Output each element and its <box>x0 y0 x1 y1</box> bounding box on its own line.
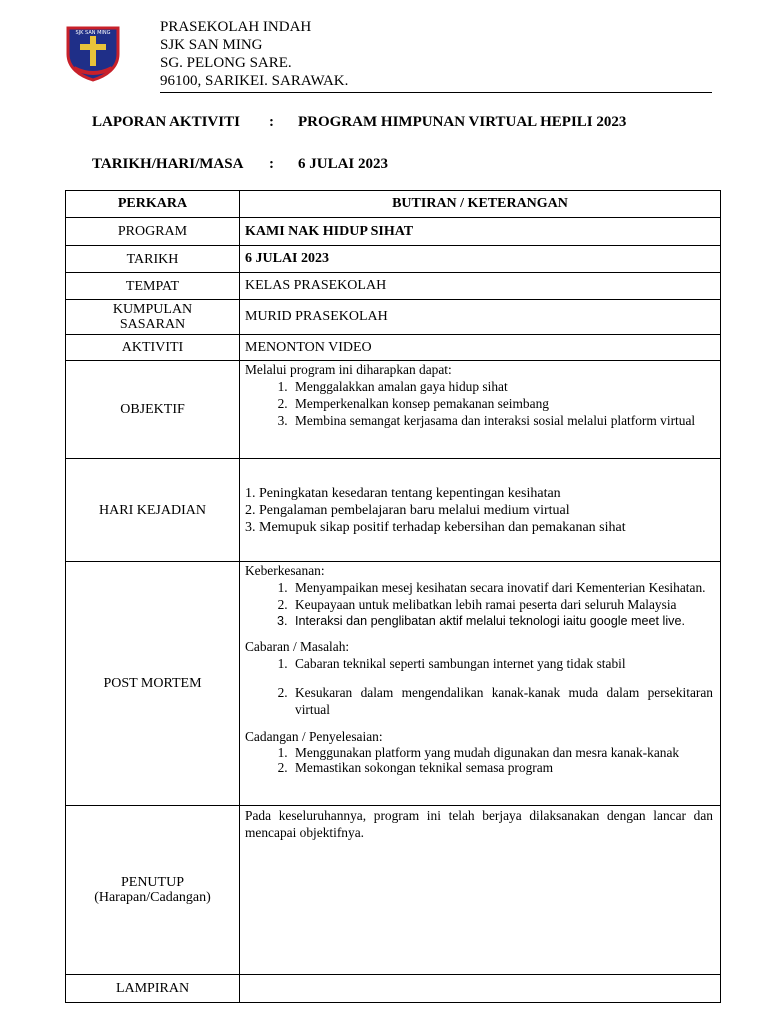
cabaran-item: 1. Cabaran teknikal seperti sambungan internet yang tidak stabil <box>291 655 713 672</box>
kumpulan-label-line-2: SASARAN <box>119 317 186 332</box>
aktiviti-value: MENONTON VIDEO <box>240 335 721 361</box>
school-line-3: SG. PELONG SARE. <box>160 55 292 71</box>
keberkesanan-item: 1. Menyampaikan mesej kesihatan secara inovatif dari Kementerian Kesihatan. <box>291 579 713 596</box>
row-kumpulan <box>66 300 721 335</box>
cadangan-item: 1. Menggunakan platform yang mudah digunakan dan mesra kanak-kanak <box>291 745 713 760</box>
lampiran-value <box>240 975 721 1003</box>
penutup-label-line-1: PENUTUP <box>120 875 184 890</box>
header-divider <box>160 92 712 93</box>
penutup-label <box>66 806 240 975</box>
penutup-label-line-2: (Harapan/Cadangan) <box>94 890 211 905</box>
program-value: KAMI NAK HIDUP SIHAT <box>240 218 721 246</box>
kumpulan-value: MURID PRASEKOLAH <box>240 300 721 335</box>
row-lampiran <box>66 975 721 1003</box>
school-address <box>160 18 348 90</box>
letterhead <box>0 0 768 100</box>
cabaran-title: Cabaran / Masalah: <box>245 639 350 654</box>
row-penutup <box>66 806 721 975</box>
aktiviti-label: AKTIVITI <box>66 335 240 361</box>
objektif-item: 2. Memperkenalkan konsep pemakanan seimbang <box>291 395 713 412</box>
keberkesanan-item: 3. Interaksi dan penglibatan aktif melalui teknologi iaitu google meet live. <box>291 613 713 630</box>
cadangan-item: 2. Memastikan sokongan teknikal semasa program <box>291 760 713 775</box>
report-title-colon: : <box>269 114 274 130</box>
kumpulan-label-line-1: KUMPULAN <box>112 302 193 317</box>
cabaran-list <box>245 655 713 718</box>
school-line-1: PRASEKOLAH INDAH <box>160 19 312 35</box>
hari-kejadian-item: 2. Pengalaman pembelajaran baru melalui medium virtual <box>245 502 570 518</box>
tempat-value: KELAS PRASEKOLAH <box>240 273 721 300</box>
objektif-value <box>240 361 721 459</box>
row-aktiviti <box>66 335 721 361</box>
tempat-label: TEMPAT <box>66 273 240 300</box>
objektif-item: 3. Membina semangat kerjasama dan interaksi sosial melalui platform virtual <box>291 412 713 429</box>
school-line-2: SJK SAN MING <box>160 37 263 53</box>
post-mortem-label: POST MORTEM <box>66 562 240 806</box>
row-program <box>66 218 721 246</box>
row-tempat <box>66 273 721 300</box>
report-title-key: LAPORAN AKTIVITI <box>92 114 240 130</box>
cadangan-list <box>245 745 713 775</box>
header-butiran: BUTIRAN / KETERANGAN <box>240 191 721 218</box>
tarikh-value: 6 JULAI 2023 <box>240 246 721 273</box>
lampiran-label: LAMPIRAN <box>66 975 240 1003</box>
row-objektif <box>66 361 721 459</box>
cabaran-item: 2. Kesukaran dalam mengendalikan kanak-kanak muda dalam persekitaran virtual <box>291 684 713 718</box>
objektif-item: 1. Menggalakkan amalan gaya hidup sihat <box>291 378 713 395</box>
objektif-list <box>245 378 713 429</box>
report-table <box>65 190 721 1003</box>
school-crest-logo <box>64 24 122 82</box>
penutup-value: Pada keseluruhannya, program ini telah berjaya dilaksanakan dengan lancar dan mencapai objektifnya. <box>240 806 721 975</box>
header-perkara: PERKARA <box>66 191 240 218</box>
report-date-colon: : <box>269 156 274 172</box>
objektif-label: OBJEKTIF <box>66 361 240 459</box>
hari-kejadian-item: 3. Memupuk sikap positif terhadap kebersihan dan pemakanan sihat <box>245 519 626 535</box>
row-post-mortem <box>66 562 721 806</box>
program-label: PROGRAM <box>66 218 240 246</box>
hari-kejadian-item: 1. Peningkatan kesedaran tentang kepentingan kesihatan <box>245 485 561 501</box>
keberkesanan-item: 2. Keupayaan untuk melibatkan lebih ramai peserta dari seluruh Malaysia <box>291 596 713 613</box>
cadangan-title: Cadangan / Penyelesaian: <box>245 729 383 744</box>
school-line-4: 96100, SARIKEI. SARAWAK. <box>160 73 349 89</box>
post-mortem-value <box>240 562 721 806</box>
hari-kejadian-label: HARI KEJADIAN <box>66 459 240 562</box>
hari-kejadian-value <box>240 459 721 562</box>
tarikh-label: TARIKH <box>66 246 240 273</box>
objektif-intro: Melalui program ini diharapkan dapat: <box>245 362 452 377</box>
keberkesanan-list <box>245 579 713 630</box>
report-date-value: 6 JULAI 2023 <box>298 156 389 172</box>
logo-text: SJK SAN MING <box>75 30 111 36</box>
table-header-row <box>66 191 721 218</box>
kumpulan-label <box>66 300 240 335</box>
row-hari-kejadian <box>66 459 721 562</box>
report-title-value: PROGRAM HIMPUNAN VIRTUAL HEPILI 2023 <box>298 114 627 130</box>
keberkesanan-title: Keberkesanan: <box>245 563 325 578</box>
row-tarikh <box>66 246 721 273</box>
report-date-key: TARIKH/HARI/MASA <box>92 156 244 172</box>
